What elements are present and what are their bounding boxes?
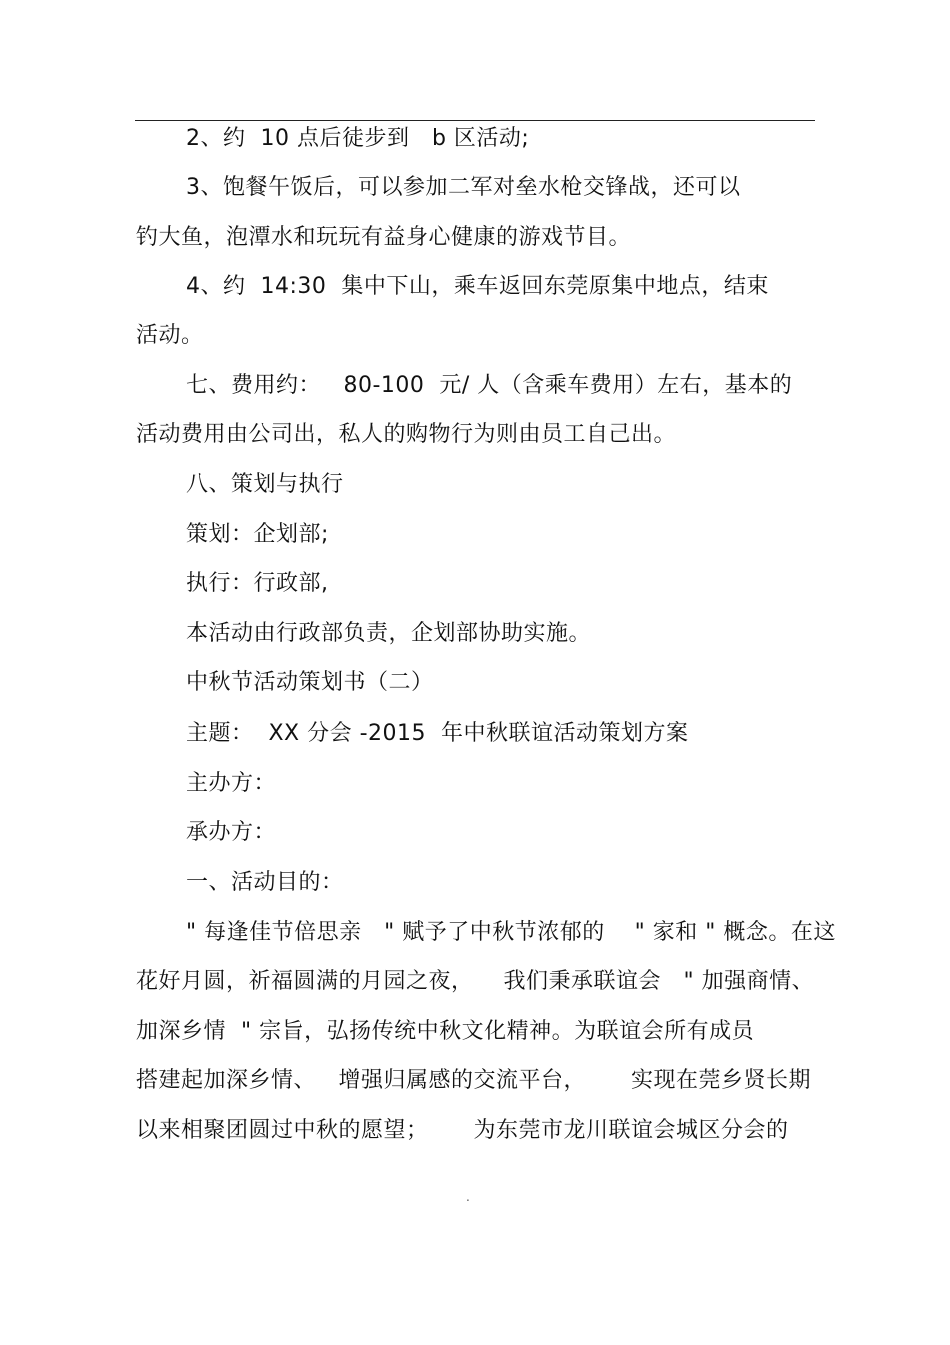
body-line: " 每逢佳节倍思亲 " 赋予了中秋节浓郁的 " 家和 " 概念。在这 (186, 920, 836, 945)
body-line: 执行：行政部, (186, 571, 329, 596)
body-line: 2、约 10 点后徒步到 b 区活动; (186, 126, 530, 151)
section-heading: 一、活动目的： (186, 870, 344, 895)
body-line: 主题： XX 分会 -2015 年中秋联谊活动策划方案 (186, 721, 689, 746)
body-line: 策划：企划部; (186, 522, 329, 547)
body-line: 搭建起加深乡情、 增强归属感的交流平台， 实现在莞乡贤长期 (136, 1068, 811, 1093)
body-line: 承办方： (186, 820, 277, 845)
body-line: 加深乡情 " 宗旨，弘扬传统中秋文化精神。为联谊会所有成员 (136, 1019, 755, 1044)
body-line: 4、约 14:30 集中下山，乘车返回东莞原集中地点，结束 (186, 274, 769, 299)
body-line: 活动费用由公司出，私人的购物行为则由员工自己出。 (136, 422, 677, 447)
section-heading: 八、策划与执行 (186, 472, 344, 497)
header-rule (135, 120, 815, 121)
body-line: 花好月圆，祈福圆满的月园之夜， 我们秉承联谊会 " 加强商情、 (136, 969, 815, 994)
body-line: 本活动由行政部负责，企划部协助实施。 (186, 621, 592, 646)
body-line: 活动。 (136, 323, 204, 348)
document-title: 中秋节活动策划书（二） (186, 670, 434, 695)
body-line: 主办方： (186, 771, 277, 796)
body-line: 钓大鱼，泡潭水和玩玩有益身心健康的游戏节目。 (136, 225, 632, 250)
page-marker: . (466, 1190, 470, 1204)
body-line: 七、费用约： 80-100 元/ 人（含乘车费用）左右，基本的 (186, 373, 793, 398)
body-line: 3、饱餐午饭后，可以参加二军对垒水枪交锋战，还可以 (186, 175, 741, 200)
body-line: 以来相聚团圆过中秋的愿望； 为东莞市龙川联谊会城区分会的 (136, 1118, 789, 1143)
